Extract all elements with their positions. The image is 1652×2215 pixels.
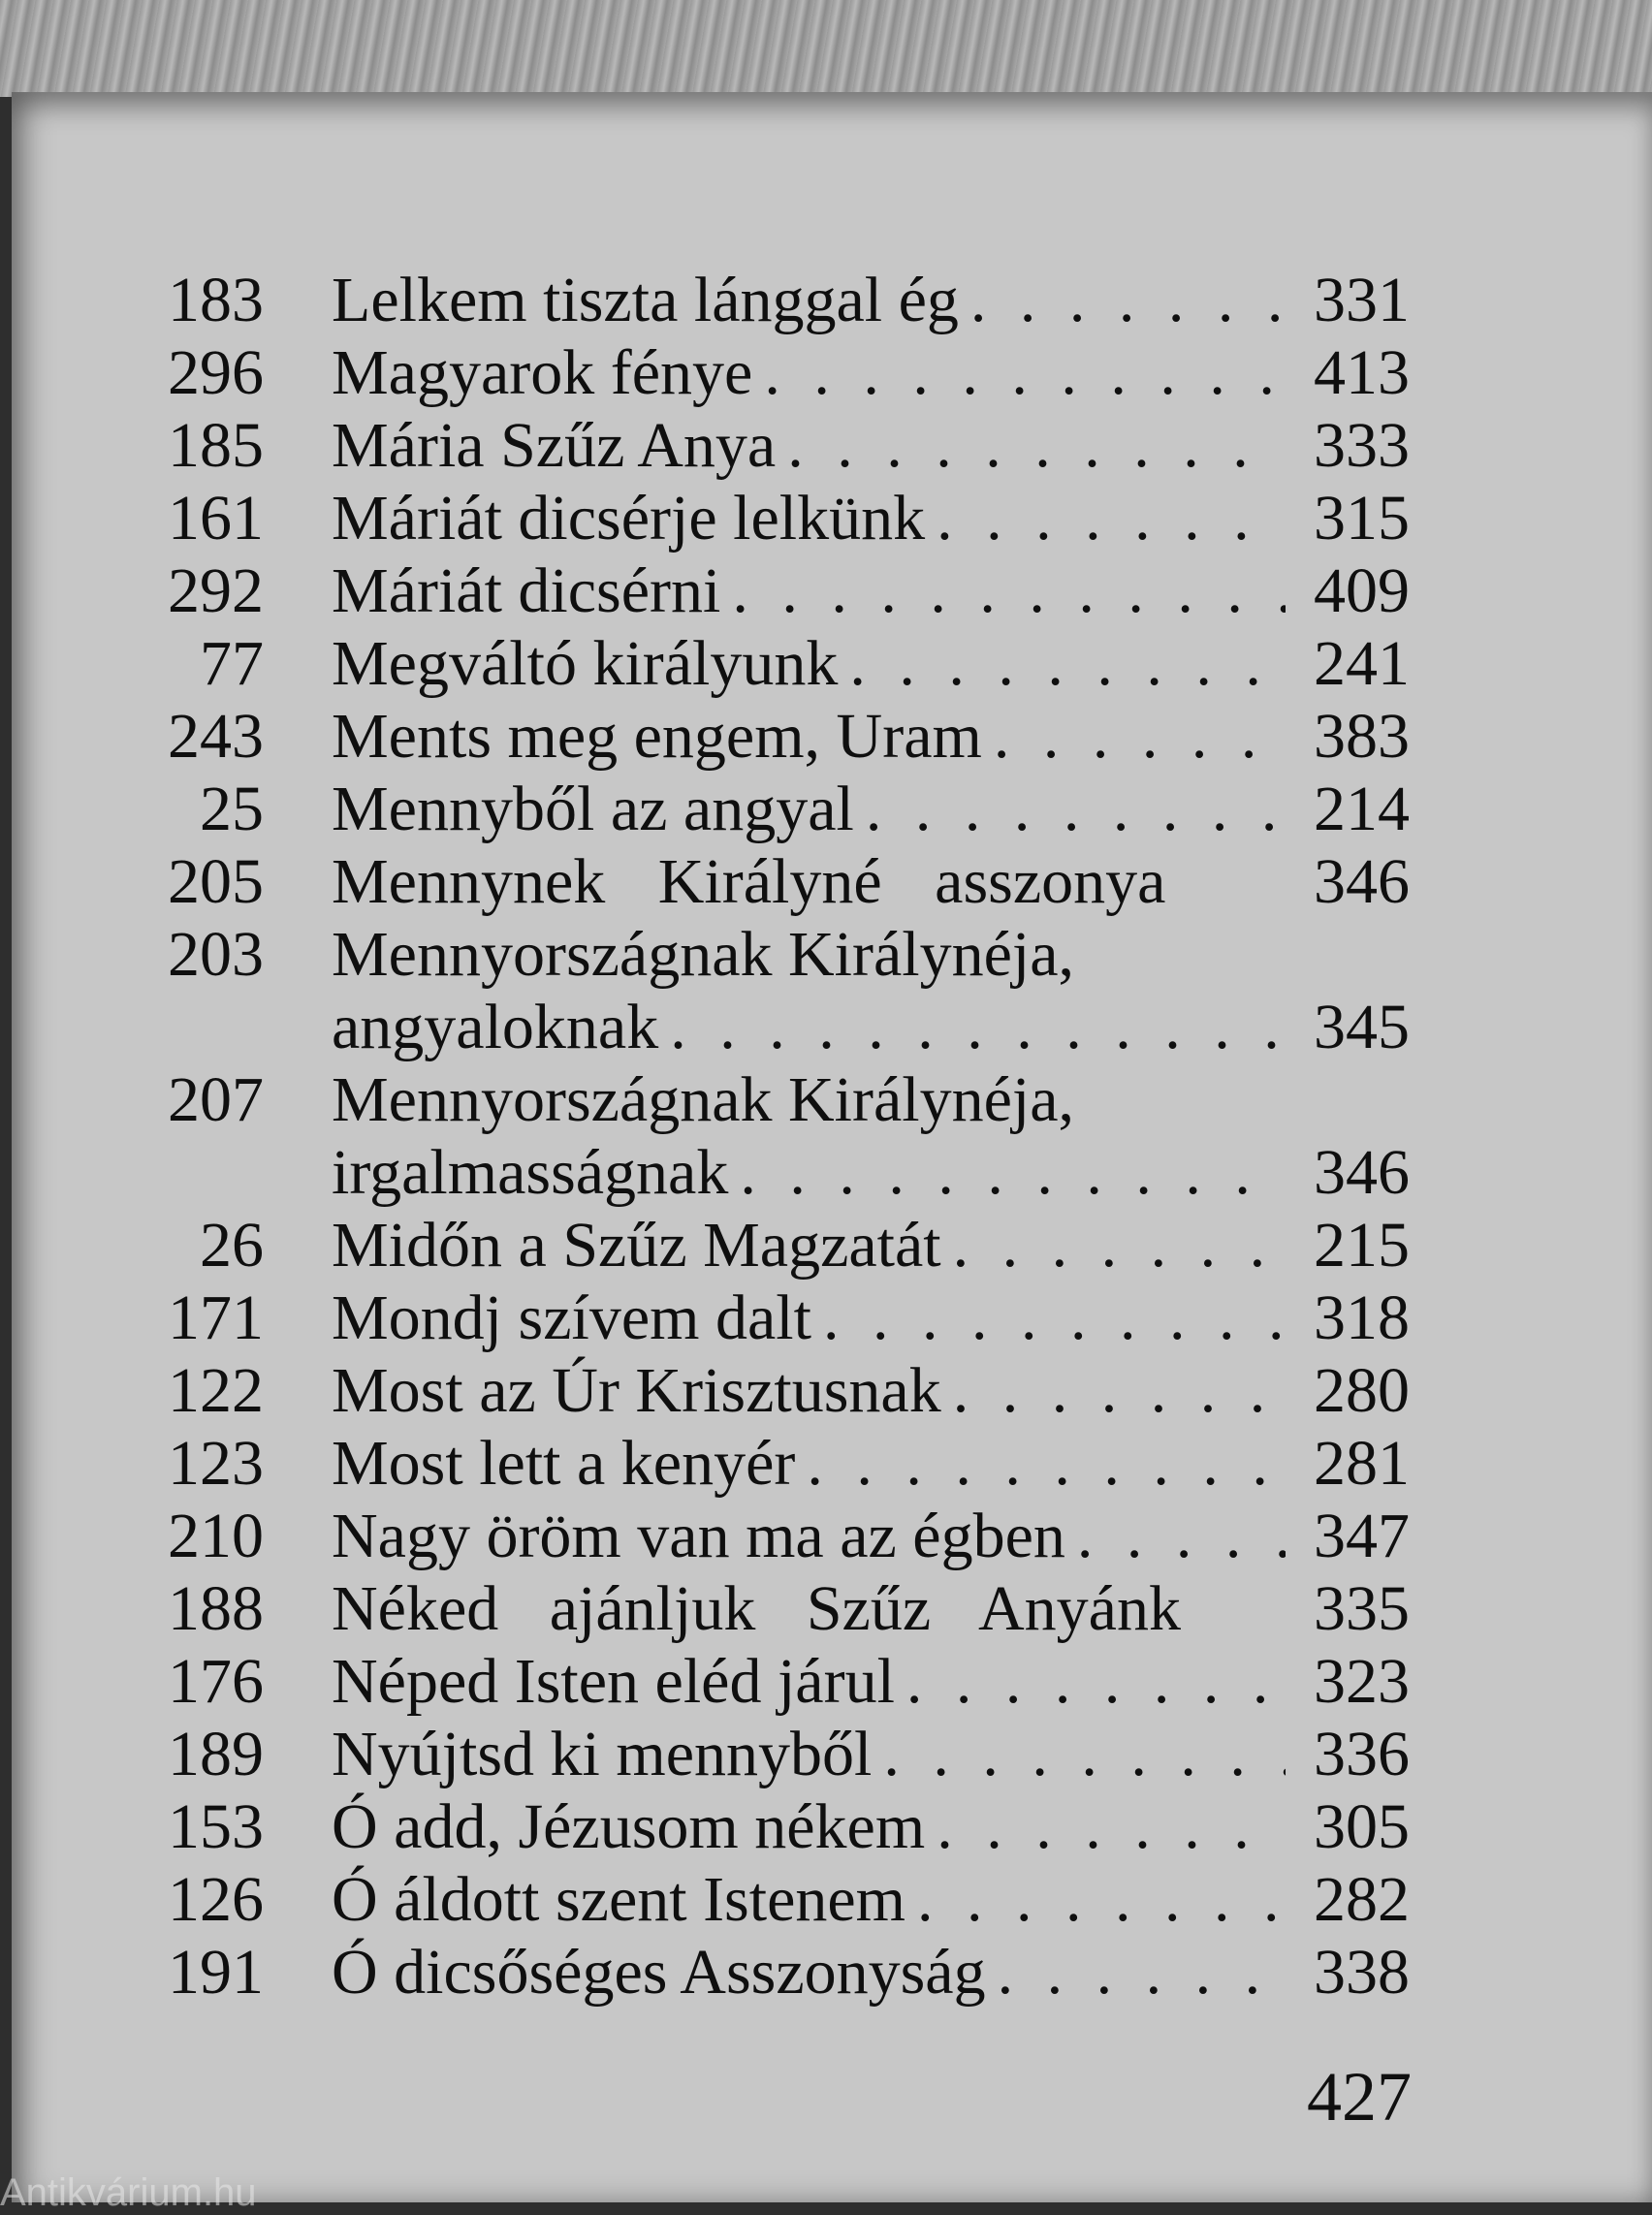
- page-ref: 215: [1314, 1210, 1410, 1281]
- page-ref: 346: [1314, 846, 1410, 917]
- page-ref: 214: [1314, 774, 1410, 844]
- hymn-title: Ó add, Jézusom nékem: [332, 1791, 926, 1862]
- page-ref: 305: [1314, 1791, 1410, 1862]
- toc-entry: [332, 1354, 1286, 1427]
- toc-entry: [332, 1790, 1286, 1863]
- toc-row: [0, 336, 1652, 409]
- hymn-number: 292: [168, 555, 264, 626]
- page-ref: 281: [1314, 1428, 1410, 1499]
- page-ref: 347: [1314, 1501, 1410, 1571]
- hymn-title: Máriát dicsérni: [332, 555, 721, 626]
- toc-row: [0, 554, 1652, 627]
- hymn-number: 210: [168, 1501, 264, 1571]
- leader-dots: [986, 1936, 1286, 2009]
- hymn-number: 161: [168, 483, 264, 554]
- hymn-title: Ó dicsőséges Asszonyság: [332, 1937, 986, 2008]
- page-ref: 318: [1314, 1282, 1410, 1353]
- hymn-number: 153: [168, 1791, 264, 1862]
- hymn-title: irgalmasságnak: [332, 1137, 729, 1208]
- page-ref: 282: [1314, 1864, 1410, 1935]
- page-ref: 383: [1314, 701, 1410, 772]
- toc-entry: [332, 700, 1286, 773]
- toc-entry: [332, 627, 1286, 700]
- toc-row: [0, 482, 1652, 554]
- toc-entry: [332, 918, 1286, 991]
- leader-dots: [1065, 1500, 1286, 1572]
- leader-dots: [872, 1718, 1286, 1790]
- hymn-number: 183: [168, 265, 264, 335]
- leader-dots: [895, 1645, 1286, 1718]
- toc-row: [0, 1282, 1652, 1354]
- hymn-title: Lelkem tiszta lánggal ég: [332, 265, 959, 335]
- hymn-title: Máriát dicsérje lelkünk: [332, 483, 926, 554]
- hymn-number: 122: [168, 1355, 264, 1426]
- hymn-number: 26: [200, 1210, 264, 1281]
- hymn-number: 203: [168, 919, 264, 990]
- hymn-title: Néked ajánljuk Szűz Anyánk: [332, 1573, 1181, 1644]
- hymn-number: 207: [168, 1064, 264, 1135]
- toc-row: [0, 1209, 1652, 1282]
- hymn-title: Mennyből az angyal: [332, 774, 854, 844]
- toc-entry: [332, 773, 1286, 845]
- toc-row: [0, 1645, 1652, 1718]
- leader-dots: [838, 627, 1286, 700]
- page-ref: 315: [1314, 483, 1410, 554]
- page-ref: 345: [1314, 992, 1410, 1062]
- toc-row: [0, 1936, 1652, 2009]
- page-ref: 241: [1314, 628, 1410, 699]
- toc-row: [0, 1572, 1652, 1645]
- hymn-title: Most az Úr Krisztusnak: [332, 1355, 941, 1426]
- page-ref: 346: [1314, 1137, 1410, 1208]
- toc-entry: [332, 482, 1286, 554]
- page-ref: 333: [1314, 410, 1410, 481]
- toc-row: [0, 627, 1652, 700]
- hymn-number: 25: [200, 774, 264, 844]
- hymn-number: 123: [168, 1428, 264, 1499]
- hymn-title: Midőn a Szűz Magzatát: [332, 1210, 941, 1281]
- hymn-title: Nagy öröm van ma az égben: [332, 1501, 1065, 1571]
- hymn-number: 77: [200, 628, 264, 699]
- page-ref: 323: [1314, 1646, 1410, 1717]
- page-number: 427: [1307, 2058, 1412, 2136]
- toc-entry: [332, 991, 1286, 1063]
- toc-row: [0, 1063, 1652, 1136]
- toc-entry: [332, 1136, 1286, 1209]
- toc-entry: [332, 554, 1286, 627]
- leader-dots: [728, 1136, 1286, 1209]
- page-ref: 338: [1314, 1937, 1410, 2008]
- leader-dots: [925, 1790, 1286, 1863]
- hymn-title: Mennynek Királyné asszonya: [332, 846, 1166, 917]
- leader-dots: [941, 1209, 1286, 1282]
- toc-entry: [332, 1645, 1286, 1718]
- page-ref: 331: [1314, 265, 1410, 335]
- leader-dots: [776, 409, 1286, 482]
- hymn-number: 296: [168, 337, 264, 408]
- hymn-number: 205: [168, 846, 264, 917]
- toc-entry: [332, 409, 1286, 482]
- toc-row: [0, 409, 1652, 482]
- leader-dots: [795, 1427, 1286, 1500]
- hymn-title: angyaloknak: [332, 992, 659, 1062]
- toc-entry: [332, 1718, 1286, 1790]
- hymn-number: 185: [168, 410, 264, 481]
- toc-entry: [332, 1936, 1286, 2009]
- toc-entry: [332, 336, 1286, 409]
- leader-dots: [941, 1354, 1286, 1427]
- toc-entry: [332, 1063, 1286, 1136]
- hymn-title: Most lett a kenyér: [332, 1428, 796, 1499]
- leader-dots: [959, 264, 1286, 336]
- toc-row: [0, 918, 1652, 991]
- hymn-number: 243: [168, 701, 264, 772]
- hymn-number: 171: [168, 1282, 264, 1353]
- toc-row: [0, 1718, 1652, 1790]
- book-top-edge: [0, 0, 1652, 97]
- toc-row: [0, 991, 1652, 1063]
- page-ref: 413: [1314, 337, 1410, 408]
- hymn-number: 191: [168, 1937, 264, 2008]
- page-ref: 336: [1314, 1719, 1410, 1789]
- toc-entry: [332, 845, 1286, 918]
- leader-dots: [905, 1863, 1286, 1936]
- hymn-title: Mennyországnak Királynéja,: [332, 919, 1075, 990]
- hymn-title: Ó áldott szent Istenem: [332, 1864, 906, 1935]
- toc-row: [0, 1863, 1652, 1936]
- toc-row: [0, 773, 1652, 845]
- hymn-number: 126: [168, 1864, 264, 1935]
- leader-dots: [720, 554, 1286, 627]
- toc-row: [0, 1136, 1652, 1209]
- hymn-title: Néped Isten eléd járul: [332, 1646, 895, 1717]
- hymn-title: Mondj szívem dalt: [332, 1282, 811, 1353]
- toc-row: [0, 264, 1652, 336]
- toc-row: [0, 1354, 1652, 1427]
- leader-dots: [925, 482, 1286, 554]
- toc-entry: [332, 1282, 1286, 1354]
- page-ref: 335: [1314, 1573, 1410, 1644]
- hymn-title: Nyújtsd ki mennyből: [332, 1719, 873, 1789]
- page-ref: 409: [1314, 555, 1410, 626]
- toc-row: [0, 1790, 1652, 1863]
- hymn-number: 189: [168, 1719, 264, 1789]
- hymn-title: Mennyországnak Királynéja,: [332, 1064, 1075, 1135]
- hymn-number: 188: [168, 1573, 264, 1644]
- leader-dots: [811, 1282, 1286, 1354]
- hymn-number: 176: [168, 1646, 264, 1717]
- watermark: Antikvárium.hu: [0, 2171, 257, 2214]
- toc-row: [0, 845, 1652, 918]
- leader-dots: [658, 991, 1286, 1063]
- toc-row: [0, 1427, 1652, 1500]
- leader-dots: [982, 700, 1286, 773]
- toc-entry: [332, 1863, 1286, 1936]
- hymn-title: Megváltó királyunk: [332, 628, 839, 699]
- hymn-title: Magyarok fénye: [332, 337, 753, 408]
- toc-entry: [332, 264, 1286, 336]
- hymn-title: Ments meg engem, Uram: [332, 701, 982, 772]
- toc-row: [0, 1500, 1652, 1572]
- page-ref: 280: [1314, 1355, 1410, 1426]
- hymn-title: Mária Szűz Anya: [332, 410, 777, 481]
- leader-dots: [752, 336, 1286, 409]
- toc-entry: [332, 1572, 1286, 1645]
- leader-dots: [854, 773, 1286, 845]
- toc-entry: [332, 1427, 1286, 1500]
- toc-entry: [332, 1500, 1286, 1572]
- toc-row: [0, 700, 1652, 773]
- toc-entry: [332, 1209, 1286, 1282]
